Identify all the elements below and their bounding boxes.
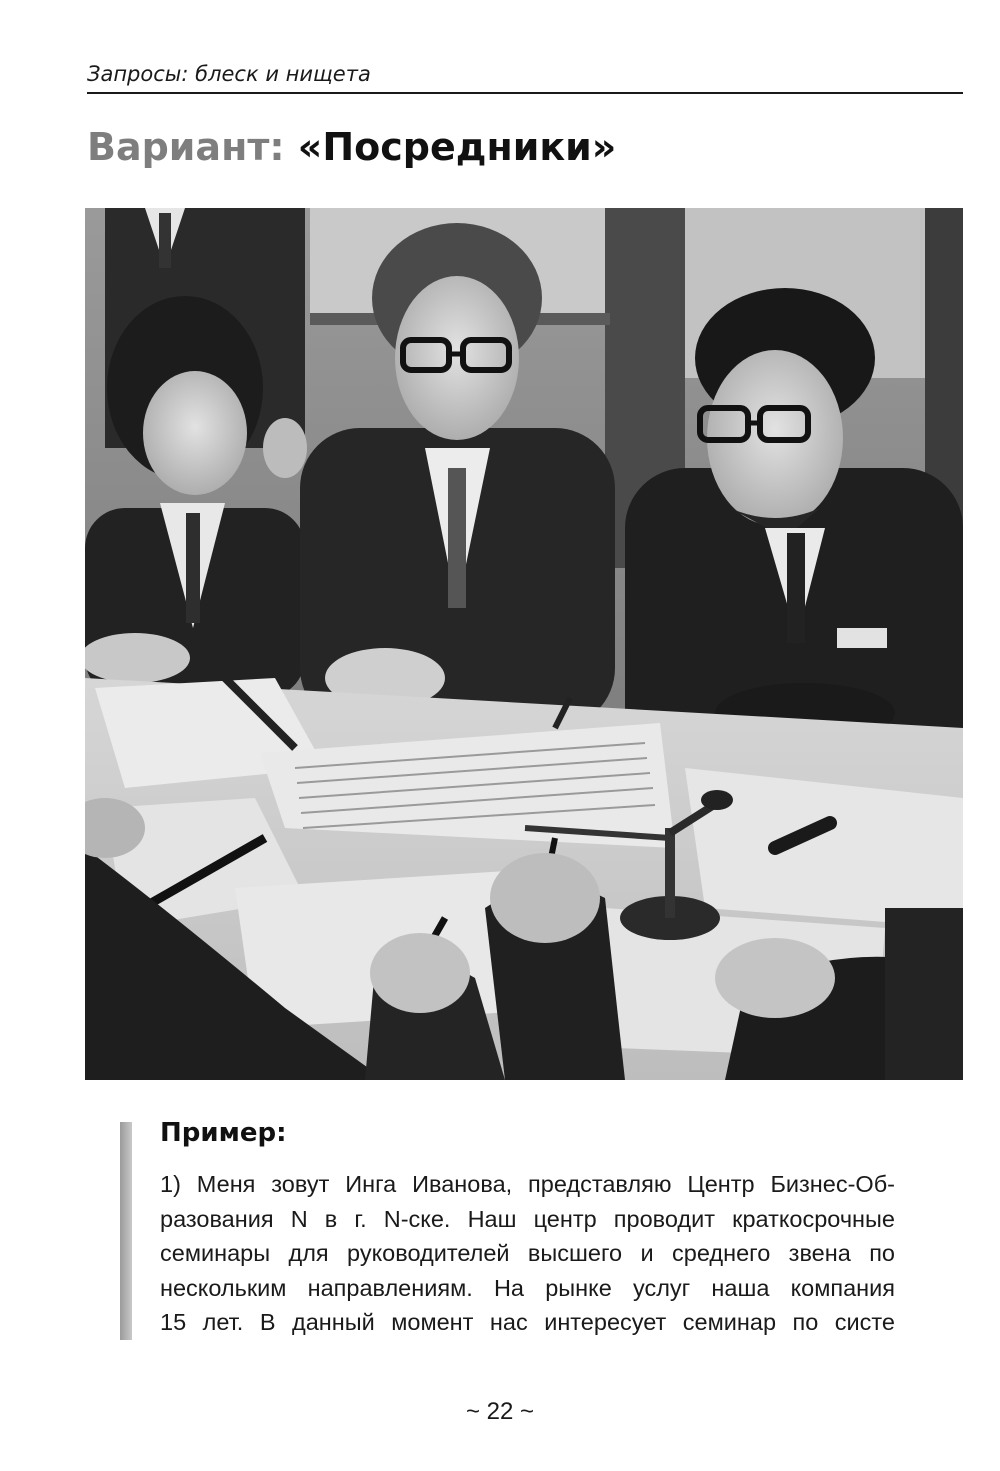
page-number: ~ 22 ~ [465, 1398, 535, 1425]
section-title-name: «Посредники» [297, 125, 617, 169]
running-header-text: Запросы: блеск и нищета [87, 62, 371, 86]
section-title [87, 122, 616, 172]
example-heading: Пример: [160, 1118, 287, 1148]
example-line: разования N в г. N-ске. Наш центр проводит краткосрочные [160, 1205, 895, 1232]
example-line: семинары для руководителей высшего и среднего звена по [160, 1240, 895, 1266]
example-line: 15 лет. В данный момент нас интересует семинар по систе [160, 1309, 895, 1335]
example-line: 1) Меня зовут Инга Иванова, представляю Центр Бизнес-Об- [160, 1171, 895, 1197]
running-header [87, 58, 963, 94]
meeting-photo [85, 208, 963, 1080]
section-title-prefix: Вариант: [87, 125, 285, 169]
example-line: нескольким направлениям. На рынке услуг наша компания [160, 1274, 895, 1301]
example-sidebar-bar [120, 1122, 132, 1340]
example-body [160, 1167, 895, 1340]
